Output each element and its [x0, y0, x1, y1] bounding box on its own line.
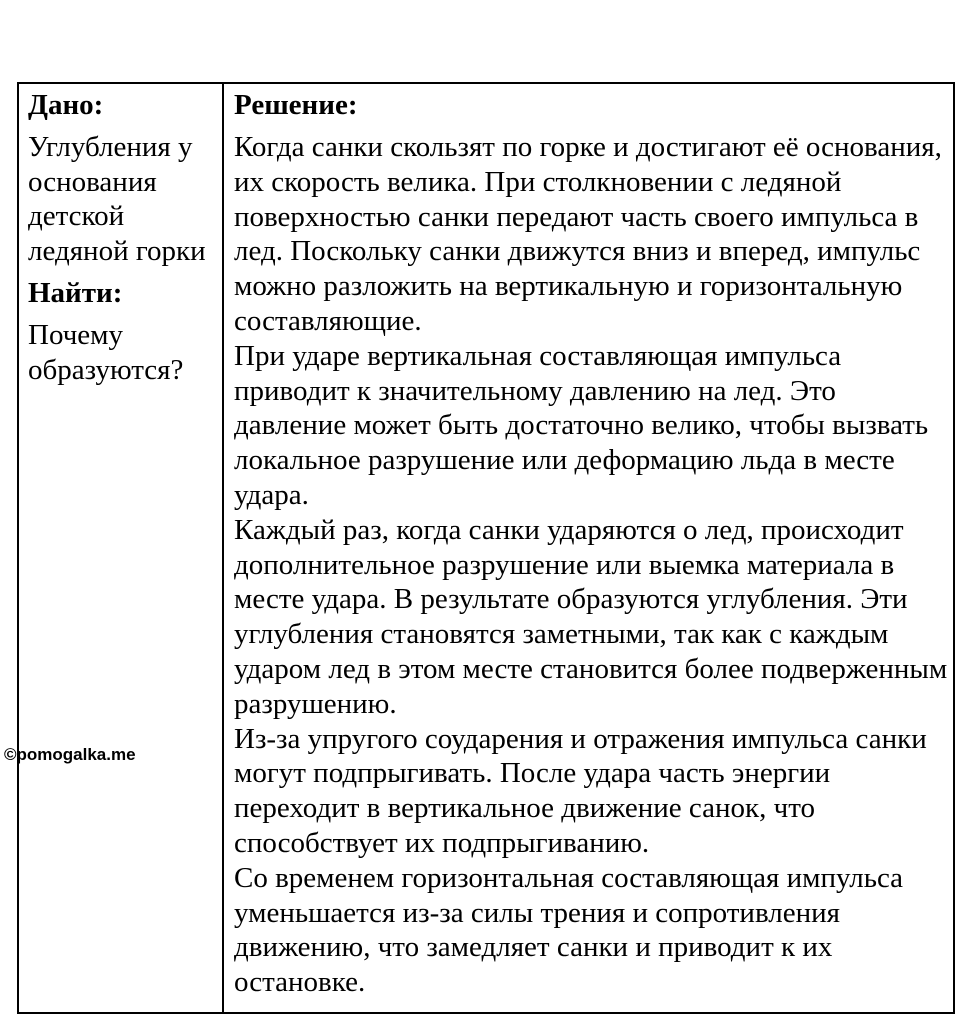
solution-paragraph: Каждый раз, когда санки ударяются о лед, происходит дополнительное разрушение или выемка материала в месте удара. В результате образуются углубления. Эти углубления становятся заметными, так как с каждым ударом лед в этом месте становится более подверженным разрушению.: [234, 513, 948, 720]
solution-column: [224, 84, 953, 1012]
given-text: Углубления у основания детской ледяной горки: [28, 131, 206, 267]
watermark: ©pomogalka.me: [4, 745, 136, 764]
given-heading: Дано:: [28, 89, 104, 121]
solution-table: [17, 82, 955, 1014]
solution-paragraph: Со временем горизонтальная составляющая импульса уменьшается из-за силы трения и сопротивления движению, что замедляет санки и приводит к их остановке.: [234, 861, 904, 999]
given-column: [19, 84, 224, 1012]
solution-heading: Решение:: [234, 89, 358, 121]
solution-paragraph: Из-за упругого соударения и отражения импульса санки могут подпрыгивать. После удара часть энергии переходит в вертикальное движение санок, что способствует их подпрыгиванию.: [234, 722, 927, 859]
solution-paragraph: При ударе вертикальная составляющая импульса приводит к значительному давлению на лед. Это давление может быть достаточно велико, чтобы вызвать локальное разрушение или деформацию льда в месте удара.: [234, 339, 929, 511]
solution-paragraph: Когда санки скользят по горке и достигают её основания, их скорость велика. При столкновении с ледяной поверхностью санки передают часть своего импульса в лед. Поскольку санки движутся вниз и вперед, импульс можно разложить на вертикальную и горизонтальную составляющие.: [234, 131, 942, 337]
find-text: Почему образуются?: [28, 319, 184, 386]
find-heading: Найти:: [28, 277, 123, 309]
